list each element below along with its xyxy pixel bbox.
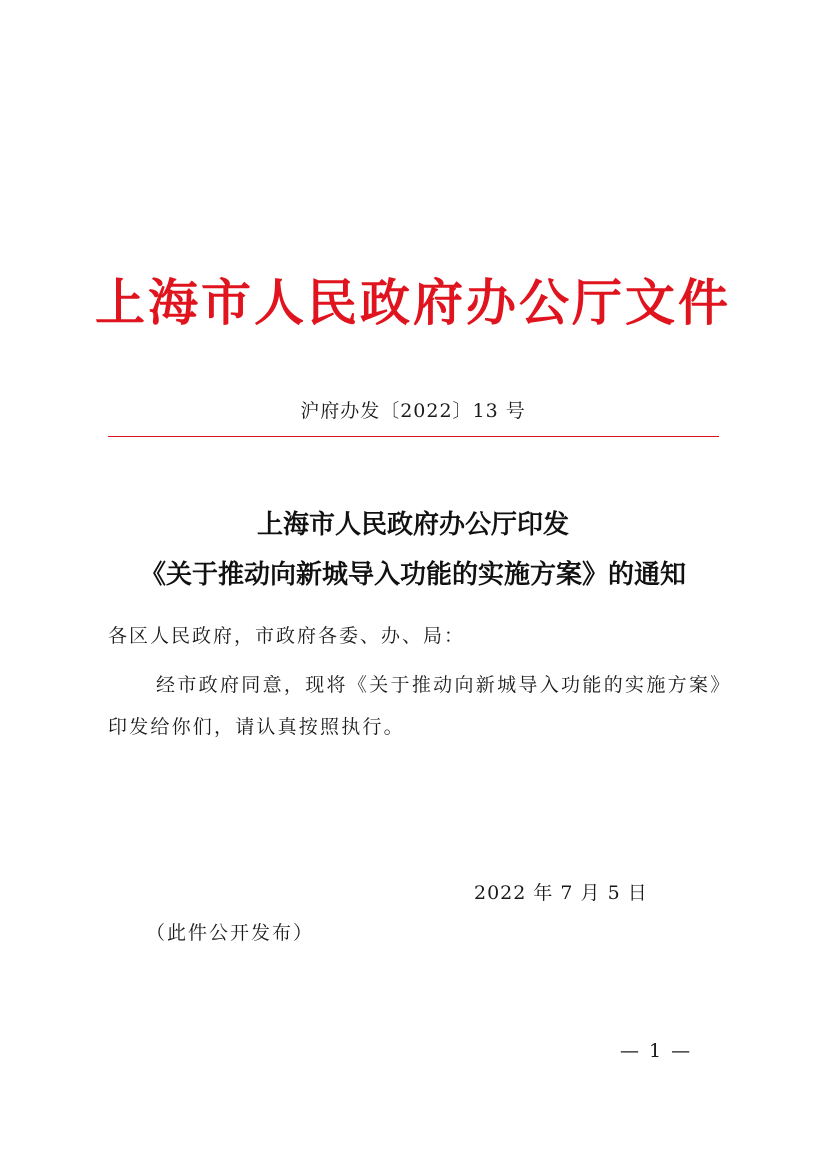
red-divider-line: [108, 436, 719, 437]
publish-note: （此件公开发布）: [146, 922, 315, 944]
notice-title-line-2: 《关于推动向新城导入功能的实施方案》的通知: [139, 560, 686, 590]
body-paragraph: 经市政府同意，现将《关于推动向新城导入功能的实施方案》印发给你们，请认真按照执行。: [108, 674, 722, 738]
document-number: 沪府办发〔2022〕13 号: [300, 400, 526, 422]
page-number: — 1 —: [620, 1040, 693, 1062]
issue-date: 2022 年 7 月 5 日: [474, 882, 648, 904]
notice-title-line-1: 上海市人民政府办公厅印发: [256, 510, 569, 540]
masthead-title: 上海市人民政府办公厅文件: [95, 274, 731, 332]
salutation: 各区人民政府，市政府各委、办、局：: [108, 625, 466, 647]
